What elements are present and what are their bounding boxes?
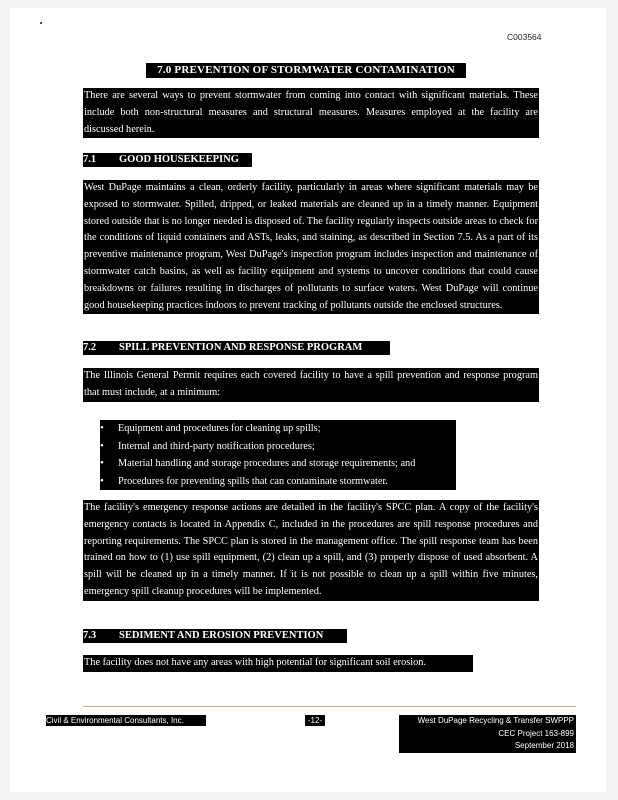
section-heading-text: SPILL PREVENTION AND RESPONSE PROGRAM [119,342,363,353]
spill-requirements-list [100,420,456,490]
housekeeping-paragraph: West DuPage maintains a clean, orderly facility, particularly in areas where significant materials may be exposed to stormwater. Spilled, dripped, or leaked materials are cleaned up in a timely manner. Equipment stored outside that is no longer needed is disposed of. The facility regularly inspects outside areas to check for the conditions of liquid containers and ASTs, leaks, and staining, as described in Section 7.5. As a part of its preventive maintenance program, West DuPage's inspection program includes inspection and maintenance of stormwater catch basins, as well as facility equipment and systems to uncover conditions that could cause breakdowns or failures resulting in discharges of pollutants to surface waters. West DuPage will continue good housekeeping practices indoors to prevent tracking of pollutants outside the enclosed structures. [83,180,539,314]
bullet-icon: • [100,439,104,452]
section-title: 7.0 PREVENTION OF STORMWATER CONTAMINATION [146,63,466,78]
spill-intro-paragraph: The Illinois General Permit requires each covered facility to have a spill prevention and response program that must include, at a minimum: [83,368,539,402]
footer-company: Civil & Environmental Consultants, Inc. [46,715,206,726]
footer-project-number: CEC Project 163-899 [498,728,574,738]
section-heading-7-3 [83,629,347,643]
intro-paragraph: There are several ways to prevent stormwater from coming into contact with significant materials. These include both non-structural measures and structural measures. Measures employed at the facility are discussed herein. [83,88,539,138]
footer-date: September 2018 [514,741,574,750]
document-id: C003564 [507,32,542,42]
footer-project-info [399,715,576,753]
footer-rule [83,706,576,707]
section-heading-7-1 [83,153,252,167]
section-heading-text: GOOD HOUSEKEEPING [119,154,239,165]
bullet-icon: • [100,457,104,469]
erosion-paragraph: The facility does not have any areas with high potential for significant soil erosion. [83,655,473,672]
footer-project-name: West DuPage Recycling & Transfer SWPPP [417,716,574,725]
footer-page-number: -12- [305,715,325,726]
section-number: 7.3 [83,630,97,641]
section-number: 7.2 [83,342,97,353]
scan-speck [40,22,42,24]
list-item: • Material handling and storage procedures and storage requirements; and [100,455,456,473]
bullet-icon: • [100,474,104,487]
list-item: • Internal and third-party notification procedures; [100,438,456,456]
list-item: • Procedures for preventing spills that can contaminate stormwater. [100,473,456,491]
bullet-icon: • [100,422,104,434]
section-heading-text: SEDIMENT AND EROSION PREVENTION [119,630,324,641]
section-number: 7.1 [83,154,97,165]
list-item: • Equipment and procedures for cleaning up spills; [100,420,456,438]
spill-response-paragraph: The facility's emergency response actions are detailed in the facility's SPCC plan. A copy of the facility's emergency contacts is located in Appendix C, included in the procedures are spill response procedures and reporting requirements. The SPCC plan is stored in the management office. The spill response team has been trained on how to (1) use spill equipment, (2) clean up a spill, and (3) properly dispose of used absorbent. A spill will be cleaned up in a timely manner. If it is not possible to clean up a spill within five minutes, emergency spill cleanup procedures will be implemented. [83,500,539,601]
section-heading-7-2 [83,341,390,355]
